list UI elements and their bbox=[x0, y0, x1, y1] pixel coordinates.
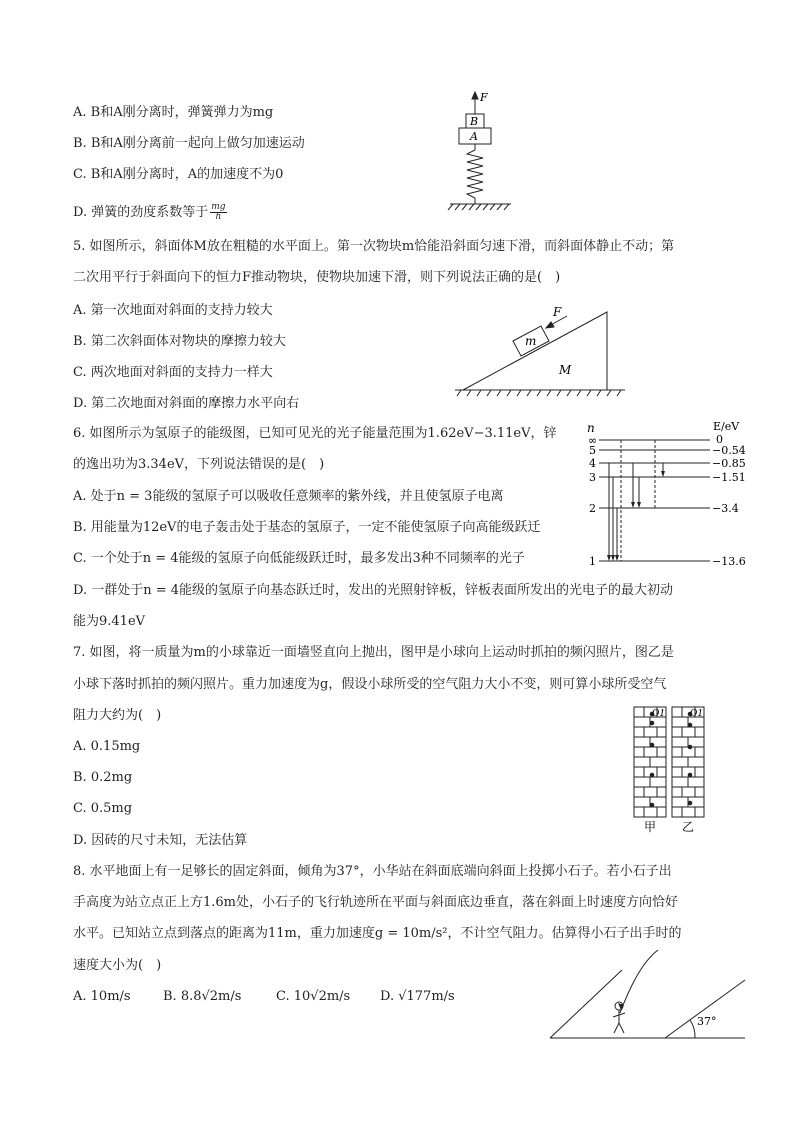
q8-stem-line-2: 手高度为站立点正上方1.6m处，小石子的飞行轨迹所在平面与斜面底边垂直，落在斜面上时速度方向恰好 bbox=[73, 895, 679, 910]
q7-stem-line-3: 阻力大约为( ) bbox=[73, 708, 162, 723]
q7-stem-line-1: 7. 如图，将一质量为m的小球靠近一面墙竖直向上抛出，图甲是小球向上运动时抓拍的频闪照片，图乙是 bbox=[73, 645, 674, 660]
level-n-inf: ∞ bbox=[588, 434, 598, 447]
fraction bbox=[210, 203, 226, 222]
q8-stem-line-4: 速度大小为( ) bbox=[73, 958, 162, 973]
q6-energy-level-diagram bbox=[585, 418, 760, 568]
q5-incline-figure bbox=[455, 300, 630, 400]
level-n-1: 1 bbox=[589, 555, 596, 568]
q7-option-d: D. 因砖的尺寸未知，无法估算 bbox=[73, 833, 248, 848]
q7-option-b: B. 0.2mg bbox=[73, 770, 133, 785]
axis-label-energy: E/eV bbox=[713, 420, 740, 433]
q6-option-d-line-2: 能为9.41eV bbox=[73, 614, 146, 629]
stone-trajectory bbox=[620, 950, 658, 1013]
force-arrowhead bbox=[472, 92, 478, 99]
q7-option-a: A. 0.15mg bbox=[73, 739, 141, 754]
brick-wall-yi bbox=[672, 707, 704, 817]
q7-option-c: C. 0.5mg bbox=[73, 801, 133, 816]
q8-option-c: C. 10√2m/s bbox=[276, 989, 351, 1004]
q8-stem-line-3: 水平。已知站立点到落点的距离为11m，重力加速度g = 10m/s²，不计空气阻力。估算得小石子出手时的 bbox=[73, 926, 682, 941]
q5-option-b: B. 第二次斜面体对物块的摩擦力较大 bbox=[73, 334, 286, 349]
level-e-5: −0.54 bbox=[712, 444, 746, 457]
angle-label: 37° bbox=[697, 1015, 717, 1028]
q6-option-d-line-1: D. 一群处于n = 4能级的氢原子向基态跃迁时，发出的光照射锌板，锌板表面所发出的光电子的最大初动 bbox=[73, 583, 674, 598]
q6-stem-line-2: 的逸出功为3.34eV，下列说法错误的是( ) bbox=[73, 457, 325, 472]
right-slope bbox=[665, 980, 745, 1038]
q5-option-c: C. 两次地面对斜面的支持力一样大 bbox=[73, 365, 273, 380]
ball-positions bbox=[650, 712, 693, 808]
label-m: m bbox=[525, 334, 537, 348]
fraction-numerator: mg bbox=[211, 202, 226, 212]
label-o1-jia: O1 bbox=[652, 709, 666, 719]
label-jia: 甲 bbox=[644, 820, 657, 834]
level-e-2: −3.4 bbox=[712, 502, 739, 515]
q4-option-a: A. B和A刚分离时，弹簧弹力为mg bbox=[73, 105, 274, 120]
label-f: F bbox=[553, 305, 562, 319]
incline-body bbox=[463, 312, 607, 390]
ground-hatch bbox=[448, 204, 509, 210]
q8-option-b: B. 8.8√2m/s bbox=[163, 989, 242, 1004]
q8-stem-line-1: 8. 水平地面上有一足够长的固定斜面，倾角为37°，小华站在斜面底端向斜面上投掷小石子。若小石子出 bbox=[73, 864, 672, 879]
q6-option-b: B. 用能量为12eV的电子轰击处于基态的氢原子，一定不能使氢原子向高能级跃迁 bbox=[73, 520, 541, 535]
q4-option-c: C. B和A刚分离时，A的加速度不为0 bbox=[73, 167, 284, 182]
force-arrowhead bbox=[546, 322, 554, 328]
q8-slope-throw-figure bbox=[550, 945, 750, 1045]
q4-option-d-text: D. 弹簧的劲度系数等于 bbox=[73, 205, 209, 220]
label-big-m: M bbox=[559, 363, 572, 377]
q8-option-a: A. 10m/s bbox=[73, 989, 131, 1004]
q6-stem-line-1: 6. 如图所示为氢原子的能级图，已知可见光的光子能量范围为1.62eV−3.11eV，锌 bbox=[73, 426, 557, 441]
q8-option-d: D. √177m/s bbox=[380, 989, 455, 1004]
q6-option-a: A. 处于n = 3能级的氢原子可以吸收任意频率的紫外线，并且使氢原子电离 bbox=[73, 489, 504, 504]
ground-hatch bbox=[457, 390, 621, 396]
q6-option-c: C. 一个处于n = 4能级的氢原子向低能级跃迁时，最多发出3种不同频率的光子 bbox=[73, 551, 525, 566]
q5-stem-line-1: 5. 如图所示，斜面体M放在粗糙的水平面上。第一次物块m恰能沿斜面匀速下滑，而斜面体静止不动；第 bbox=[73, 239, 675, 254]
q4-option-d bbox=[73, 203, 227, 222]
axis-label-n: n bbox=[587, 421, 595, 435]
level-e-4: −0.85 bbox=[712, 457, 746, 470]
label-yi: 乙 bbox=[682, 820, 695, 834]
label-o1-yi: O1 bbox=[690, 709, 704, 719]
q7-brick-wall-figure bbox=[630, 705, 730, 835]
q5-option-a: A. 第一次地面对斜面的支持力较大 bbox=[73, 303, 273, 318]
level-n-3: 3 bbox=[589, 471, 596, 484]
q5-option-d: D. 第二次地面对斜面的摩擦力水平向右 bbox=[73, 396, 300, 411]
level-n-5: 5 bbox=[589, 444, 596, 457]
person-figure bbox=[613, 1002, 625, 1033]
spring bbox=[467, 144, 483, 204]
level-n-4: 4 bbox=[589, 457, 596, 470]
left-slope bbox=[550, 970, 622, 1038]
label-a: A bbox=[470, 130, 478, 143]
level-n-2: 2 bbox=[589, 502, 596, 515]
level-e-inf: 0 bbox=[716, 433, 723, 446]
q7-stem-line-2: 小球下落时抓拍的频闪照片。重力加速度为g，假设小球所受的空气阻力大小不变，则可算小球所受空气 bbox=[73, 677, 667, 692]
q4-spring-figure bbox=[445, 90, 525, 210]
label-b: B bbox=[470, 115, 479, 128]
angle-arc bbox=[690, 1020, 695, 1038]
level-e-3: −1.51 bbox=[712, 471, 746, 484]
fraction-denominator: h bbox=[215, 212, 222, 222]
q4-option-b: B. B和A刚分离前一起向上做匀加速运动 bbox=[73, 136, 305, 151]
label-f: F bbox=[480, 91, 488, 104]
q5-stem-line-2: 二次用平行于斜面向下的恒力F推动物块，使物块加速下滑，则下列说法正确的是( ) bbox=[73, 270, 561, 285]
level-e-1: −13.6 bbox=[712, 555, 746, 568]
